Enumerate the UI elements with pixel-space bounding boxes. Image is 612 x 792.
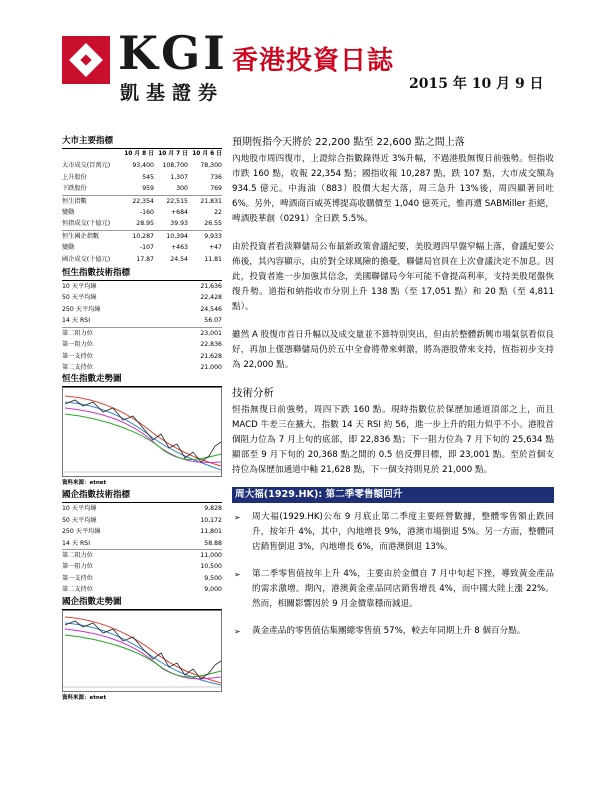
row-value: 24,546 [200, 305, 222, 313]
table-row [62, 254, 222, 265]
row-label: 變動 [62, 244, 75, 252]
table-row [62, 327, 222, 339]
table-row [62, 549, 222, 561]
row-value: 10,500 [200, 563, 222, 571]
row-value: +463 [171, 244, 188, 252]
row-label: 14 天 RSI [62, 317, 91, 325]
row-label: 250 天平均線 [62, 305, 101, 313]
stock-bullet [232, 510, 554, 555]
hsi-chart-title: 恒生指數走勢圖 [62, 374, 222, 387]
table-row [62, 362, 222, 373]
stock-section-bar: 周大福(1929.HK): 第二季零售額回升 [232, 487, 554, 503]
row-value: 21,000 [200, 363, 222, 371]
hscei-chart-svg [63, 611, 222, 692]
paragraph: 雖然 A 股復市首日升幅以及成交量並不算特別突出，但由於整體新興市場氣氛看似良好，再加上僅憑聯儲局仍於五中全會將帶來刺激，將為港股帶來支持，恆指初步支持為 22,000 點。 [232, 330, 554, 370]
row-value: 21,636 [200, 283, 222, 291]
row-value: +47 [208, 244, 222, 252]
stock-bullet-text: 黃金產品的零售值佔集團總零售值 57%，較去年同期上升 8 個百分點。 [252, 626, 526, 636]
stock-bullet [232, 567, 554, 612]
row-label: 第二阻力位 [62, 549, 164, 561]
row-value: 959 [142, 185, 154, 193]
table-row [62, 351, 222, 362]
col-header: 10 月 7 日 [158, 151, 188, 157]
row-value: 26.55 [204, 220, 222, 228]
kgi-logo-chinese: 凱基證券 [120, 82, 225, 104]
row-value: 58.88 [204, 539, 222, 547]
row-label: 上升股份 [62, 173, 87, 181]
row-label: 恒生國企指數 [62, 230, 120, 242]
row-label: 第二支持位 [62, 586, 93, 594]
row-value: 300 [176, 185, 188, 193]
headline: 預期恆指今天將於 22,200 點至 22,600 點之間上落 [232, 137, 465, 148]
row-value: 24.54 [170, 255, 188, 263]
arrow-bullet-icon: ➢ [234, 570, 241, 579]
row-label: 恒生指數 [62, 195, 120, 207]
row-value: 22,836 [200, 341, 222, 349]
table-row [62, 561, 222, 572]
row-value: 10,394 [154, 230, 188, 242]
row-value: 9,933 [188, 230, 222, 242]
main-column [232, 136, 554, 639]
row-label: 10 天平均線 [62, 283, 97, 291]
hscei-chart [62, 610, 222, 692]
row-value: 22,515 [154, 195, 188, 207]
sidebar [62, 136, 222, 702]
row-value: 736 [210, 173, 222, 181]
kgi-logo-text: KGI [118, 26, 228, 80]
row-value: 769 [210, 185, 222, 193]
table-row [62, 515, 222, 526]
row-label: 第一支持位 [62, 352, 93, 360]
row-value: 78,300 [200, 162, 222, 170]
row-value: 22,354 [120, 195, 154, 207]
row-label: 第一阻力位 [62, 341, 93, 349]
table-row [62, 584, 222, 595]
market-indicators-title: 大市主要指標 [62, 136, 222, 149]
hscei-technical-table [62, 503, 222, 595]
table-row [62, 304, 222, 315]
row-value: 23,001 [164, 327, 222, 339]
hsi-chart-source: 資料來源：etnet [62, 480, 107, 487]
hsi-chart [62, 387, 222, 477]
table-row [62, 242, 222, 253]
row-value: 9,000 [204, 586, 222, 594]
hsi-chart-svg [63, 388, 222, 477]
row-value: 39.93 [170, 220, 188, 228]
table-row [62, 230, 222, 242]
market-indicators-table [62, 149, 222, 265]
hscei-chart-source: 資料來源：etnet [62, 694, 107, 701]
technical-analysis-text: 恒指無復日前強勢，周四下跌 160 點。現時指數位於保歷加通道頂部之上，而且 MACD 牛差三在擴大，指數 14 天 RSI 約 56，進一步上升的阻力似乎不小。港股首個阻力位為 7 月上旬的底部，即 22,836 點；下一阻力位為 7 月下旬的 25,634 點顯部至 9 月下旬的 20,368 點之間的 0.5 倍反彈目標，即 23,001 點。至於首個支持位為保歷加通道中軸 21,628 點，下一個支持則見於 21,000 點。 [232, 405, 554, 475]
kgi-logo-mark [62, 36, 110, 84]
table-row [62, 503, 222, 514]
hscei-chart-title: 國企指數走勢圖 [62, 597, 222, 610]
table-row [62, 195, 222, 207]
row-value: 9,500 [204, 574, 222, 582]
table-row [62, 538, 222, 550]
row-value: +684 [171, 209, 188, 217]
paragraph: 內地股市周四復市，上證綜合指數錄得近 3%升幅，不過港股無復日前強勢。恒指收市跌 160 點，收報 22,354 點；國指收報 10,287 點，跌 107 點，大市成交額為 934.5 億元。中海油（883）股價大起大落，周三急升 13%後，周四顯著回吐 6%。另外，啤酒商百威英博提高收購價至 1,040 億英元，惟再遭 SABMiller 拒絕，啤酒股華創（0291）全日跌 5.5%。 [232, 154, 554, 224]
table-row [62, 315, 222, 327]
row-value: 17.87 [136, 255, 154, 263]
row-label: 10 天平均線 [62, 505, 97, 513]
report-title: 香港投資日誌 [232, 46, 395, 76]
table-row [62, 172, 222, 183]
row-label: 14 天 RSI [62, 539, 91, 547]
row-value: 9,828 [204, 505, 222, 513]
row-value: 545 [142, 173, 154, 181]
row-value: 28.95 [136, 220, 154, 228]
row-label: 變動 [62, 209, 75, 217]
arrow-bullet-icon: ➢ [234, 513, 241, 522]
row-value: -107 [139, 244, 154, 252]
row-label: 第一支持位 [62, 574, 93, 582]
table-row [62, 573, 222, 584]
table-row [62, 207, 222, 218]
row-label: 下跌股份 [62, 185, 87, 193]
row-value: 22,428 [200, 294, 222, 302]
technical-analysis-title: 技術分析 [232, 387, 274, 399]
row-label: 第一阻力位 [62, 563, 93, 571]
table-row [62, 292, 222, 303]
row-value: 11,801 [200, 528, 222, 536]
row-value: 93,400 [132, 162, 154, 170]
row-value: 1,307 [170, 173, 188, 181]
table-row [62, 281, 222, 292]
row-label: 50 天平均線 [62, 516, 97, 524]
stock-bullet-text: 第二季零售值按年上升 4%，主要由於金價自 7 月中旬起下挫，導致黃金產品的需求激增。期內，港澳黃金產品同店銷售增長 4%，而中國大陸上漲 22%。然而，相關影響因於 9 月金價靠穩而減退。 [252, 569, 554, 609]
row-value: 11.81 [204, 255, 222, 263]
row-value: 22 [214, 209, 222, 217]
row-value: -160 [139, 209, 154, 217]
row-value: 10,287 [120, 230, 154, 242]
table-row [62, 183, 222, 195]
col-header: 10 月 6 日 [192, 151, 222, 157]
row-label: 50 天平均線 [62, 294, 97, 302]
row-value: 21,628 [200, 352, 222, 360]
col-header: 10 月 8 日 [124, 151, 154, 157]
table-row [62, 339, 222, 350]
table-row [62, 526, 222, 537]
row-label: 大市成交(百萬元) [62, 162, 111, 170]
row-value: 56.07 [204, 317, 222, 325]
row-value: 21,831 [188, 195, 222, 207]
hsi-technical-table [62, 281, 222, 373]
stock-bullet-text: 周大福(1929.HK)公布 9 月底止第二季度主要經營數據，整體零售額止跌回升，按年升 4%，其中，內地增長 9%，港澳市場倒退 5%。另一方面，整體同店銷售倒退 3%，內地增長 6%，而港澳倒退 13%。 [252, 512, 554, 552]
table-row [62, 160, 222, 171]
row-label: 250 天平均線 [62, 528, 101, 536]
row-label: 國企成交(十億元) [62, 255, 111, 263]
stock-bullet [232, 624, 554, 639]
row-label: 恒指成交(十億元) [62, 220, 111, 228]
arrow-bullet-icon: ➢ [234, 627, 241, 636]
hscei-technical-title: 國企指數技術指標 [62, 490, 222, 503]
row-value: 11,000 [164, 549, 222, 561]
row-label: 第二阻力位 [62, 327, 164, 339]
row-value: 108,700 [162, 162, 188, 170]
paragraph: 由於投資者看淡聯儲局公布最新政策會議紀要，美股週四早盤窄幅上落，會議紀要公佈後，其內容顯示，由於對全球風險的擔憂，聯儲局官員在上次會議決定不加息。因此，投資者進一步加強其信念，美國聯儲局今年可能不會提高利率，支持美股尾盤恢復升勢。道指和納指收市分別上升 138 點（至 17,051 點）和 20 點（至 4,811 點）。 [232, 242, 554, 312]
row-value: 10,172 [200, 516, 222, 524]
hsi-technical-title: 恒生指數技術指標 [62, 268, 222, 281]
report-date: 2015 年 10 月 9 日 [409, 76, 544, 92]
row-label: 第二支持位 [62, 363, 93, 371]
table-row [62, 218, 222, 230]
